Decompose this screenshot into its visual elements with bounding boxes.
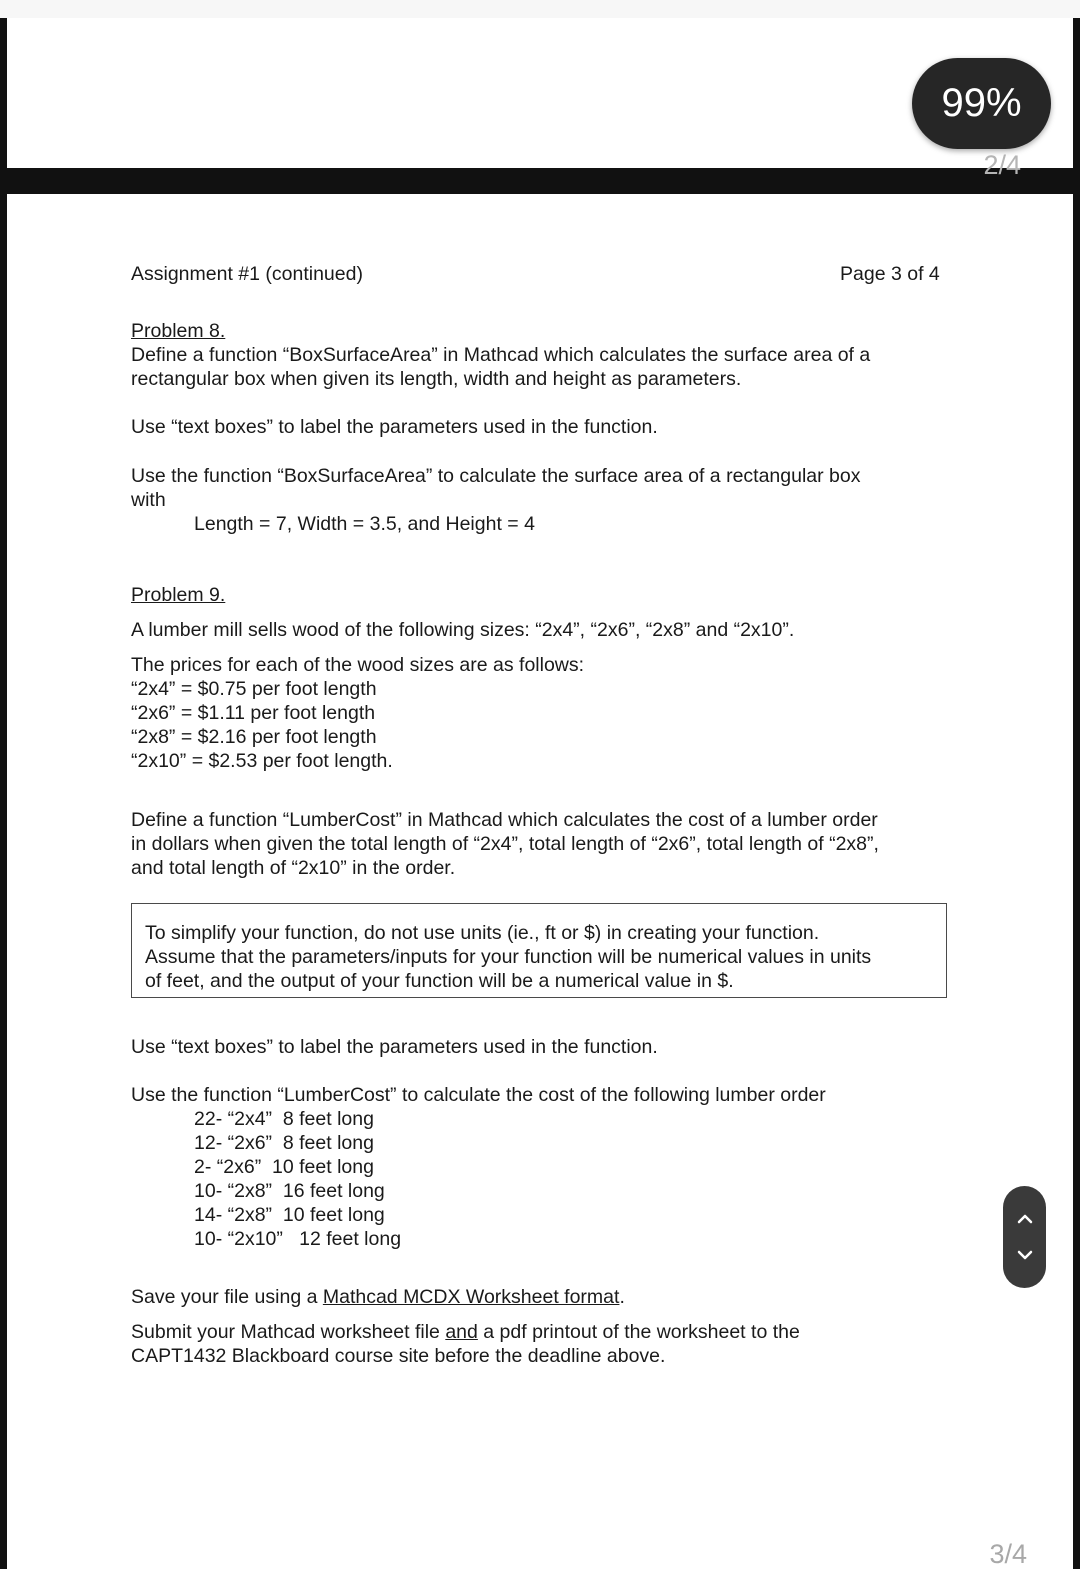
submit-prefix: Submit your Mathcad worksheet file bbox=[131, 1321, 446, 1343]
price-line: “2x8” = $2.16 per foot length bbox=[131, 726, 377, 748]
previous-page-button[interactable] bbox=[1013, 1208, 1037, 1230]
problem-9-sizes: A lumber mill sells wood of the following sizes: “2x4”, “2x6”, “2x8” and “2x10”. bbox=[131, 619, 795, 641]
problem-8-title: Problem 8. bbox=[131, 320, 226, 342]
problem-8-values: Length = 7, Width = 3.5, and Height = 4 bbox=[194, 513, 535, 535]
problem-9-define-line-1: Define a function “LumberCost” in Mathcad which calculates the cost of a lumber order bbox=[131, 809, 878, 831]
page-navigation-control bbox=[1003, 1186, 1046, 1288]
order-line: 10- “2x10” 12 feet long bbox=[194, 1228, 402, 1250]
price-line: “2x4” = $0.75 per foot length bbox=[131, 678, 377, 700]
note-line: To simplify your function, do not use units (ie., ft or $) in creating your function. bbox=[145, 922, 820, 944]
problem-8-line-2: rectangular box when given its length, width and height as parameters. bbox=[131, 368, 742, 390]
problem-9-textboxes: Use “text boxes” to label the parameters used in the function. bbox=[131, 1036, 658, 1058]
problem-8-use-line-1: Use the function “BoxSurfaceArea” to calculate the surface area of a rectangular box bbox=[131, 465, 861, 487]
order-line: 10- “2x8” 16 feet long bbox=[194, 1180, 385, 1202]
problem-8-use-line-2: with bbox=[131, 489, 166, 511]
submit-and: and bbox=[445, 1321, 478, 1343]
chevron-up-icon bbox=[1017, 1214, 1033, 1224]
next-page-button[interactable] bbox=[1013, 1244, 1037, 1266]
price-line: “2x10” = $2.53 per foot length. bbox=[131, 750, 393, 772]
problem-9-define-line-2: in dollars when given the total length of “2x4”, total length of “2x6”, total length of “2x8”, bbox=[131, 833, 879, 855]
order-line: 12- “2x6” 8 feet long bbox=[194, 1132, 374, 1154]
zoom-level-badge: 99% bbox=[912, 58, 1051, 149]
submit-suffix: a pdf printout of the worksheet to the bbox=[477, 1321, 800, 1343]
problem-8-textboxes: Use “text boxes” to label the parameters used in the function. bbox=[131, 416, 658, 438]
problem-8-line-1: Define a function “BoxSurfaceArea” in Mathcad which calculates the surface area of a bbox=[131, 344, 871, 366]
units-note-box bbox=[131, 903, 947, 998]
save-instruction bbox=[131, 1285, 625, 1309]
save-prefix: Save your file using a bbox=[131, 1286, 323, 1308]
top-status-strip bbox=[0, 0, 1080, 18]
problem-9-title: Problem 9. bbox=[131, 584, 226, 606]
header-right: Page 3 of 4 bbox=[840, 263, 940, 285]
problem-9-prices-intro: The prices for each of the wood sizes are as follows: bbox=[131, 654, 585, 676]
note-line: Assume that the parameters/inputs for your function will be numerical values in units bbox=[145, 946, 872, 968]
price-line: “2x6” = $1.11 per foot length bbox=[131, 702, 376, 724]
previous-page-number: 2/4 bbox=[983, 150, 1021, 180]
page-number-indicator: 3/4 bbox=[989, 1539, 1027, 1569]
save-format-link: Mathcad MCDX Worksheet format bbox=[322, 1286, 620, 1308]
chevron-down-icon bbox=[1017, 1250, 1033, 1260]
submit-instruction-line-2: CAPT1432 Blackboard course site before the deadline above. bbox=[131, 1345, 666, 1367]
order-line: 2- “2x6” 10 feet long bbox=[194, 1156, 374, 1178]
document-page bbox=[7, 194, 1073, 1569]
problem-9-use: Use the function “LumberCost” to calculate the cost of the following lumber order bbox=[131, 1084, 826, 1106]
problem-9-define-line-3: and total length of “2x10” in the order. bbox=[131, 857, 456, 879]
note-line: of feet, and the output of your function will be a numerical value in $. bbox=[145, 970, 734, 992]
header-left: Assignment #1 (continued) bbox=[131, 263, 363, 285]
order-line: 14- “2x8” 10 feet long bbox=[194, 1204, 385, 1226]
order-line: 22- “2x4” 8 feet long bbox=[194, 1108, 374, 1130]
save-suffix: . bbox=[619, 1286, 625, 1308]
submit-instruction-line-1 bbox=[131, 1320, 800, 1344]
